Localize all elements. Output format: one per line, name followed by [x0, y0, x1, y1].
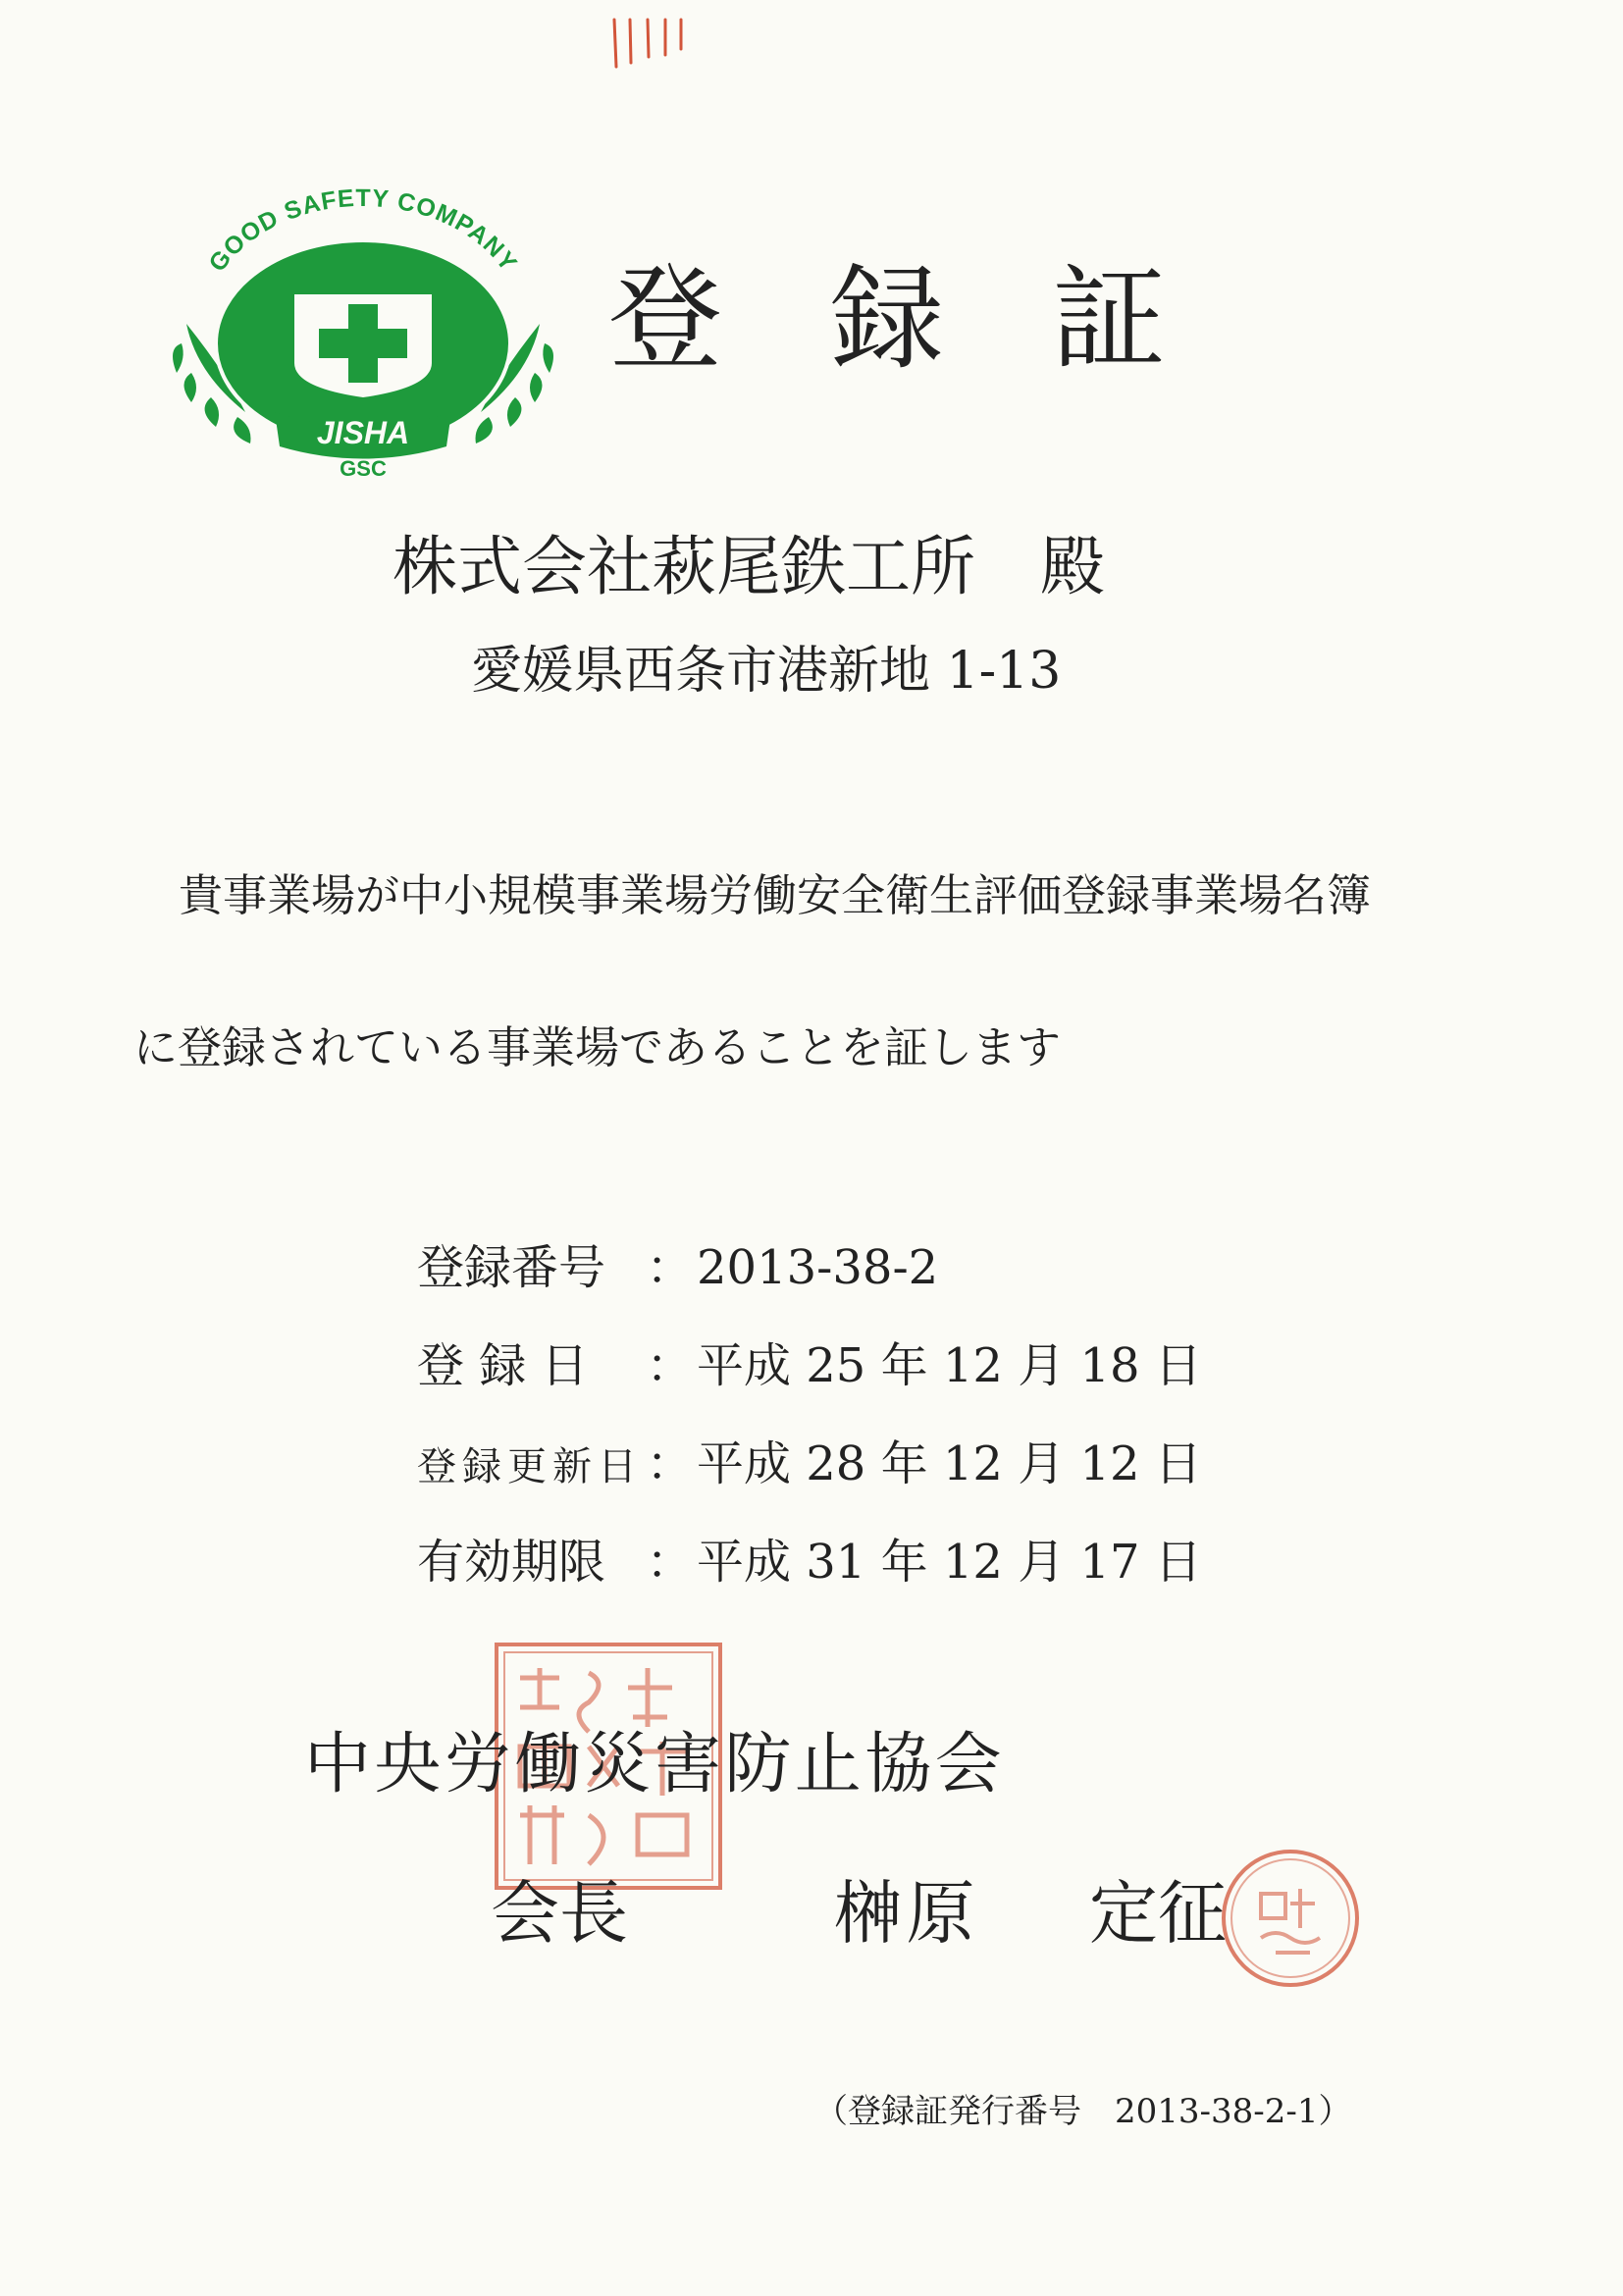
president-given-name: 定征 [1089, 1873, 1227, 1954]
detail-value: 平成 31 年 12 月 17 日 [697, 1535, 1202, 1590]
jisha-gsc-logo [167, 177, 559, 481]
president-surname: 榊原 [834, 1873, 978, 1954]
detail-colon: ： [646, 1240, 694, 1295]
detail-row-renewal-date [417, 1436, 1202, 1491]
detail-label: 有効期限 [417, 1535, 606, 1590]
recipient-address: 愛媛県西条市港新地 1-13 [471, 642, 1062, 701]
logo-arc-text: GOOD SAFETY COMPANY [203, 183, 523, 278]
logo-sub: GSC [340, 456, 387, 481]
detail-value: 2013-38-2 [697, 1240, 939, 1295]
issuing-organization: 中央労働災害防止協会 [304, 1726, 1006, 1803]
body-text-line-1: 貴事業場が中小規模事業場労働安全衛生評価登録事業場名簿 [179, 869, 1372, 921]
detail-row-registration-date [417, 1338, 1202, 1393]
recipient-company: 株式会社萩尾鉄工所 殿 [393, 529, 1105, 604]
detail-label: 登録更新日 [417, 1444, 643, 1489]
detail-value: 平成 28 年 12 月 12 日 [697, 1436, 1202, 1491]
detail-colon: ： [646, 1338, 694, 1393]
president-seal [1217, 1845, 1364, 1992]
president-title: 会長 [491, 1873, 628, 1954]
issue-number: （登録証発行番号 2013-38-2-1） [814, 2092, 1352, 2131]
detail-colon: ： [646, 1436, 694, 1491]
body-text-line-2: に登録されている事業場であることを証します [133, 1021, 1062, 1073]
detail-label: 登 録 日 [417, 1338, 589, 1393]
logo-brand: JISHA [316, 415, 410, 450]
detail-colon: ： [646, 1535, 694, 1590]
detail-row-registration-number [417, 1240, 939, 1295]
detail-value: 平成 25 年 12 月 18 日 [697, 1338, 1202, 1393]
detail-label: 登録番号 [417, 1240, 606, 1295]
detail-row-expiry-date [417, 1535, 1202, 1590]
red-tick-marks [608, 18, 687, 69]
certificate-title: 登録証 [608, 253, 1274, 386]
